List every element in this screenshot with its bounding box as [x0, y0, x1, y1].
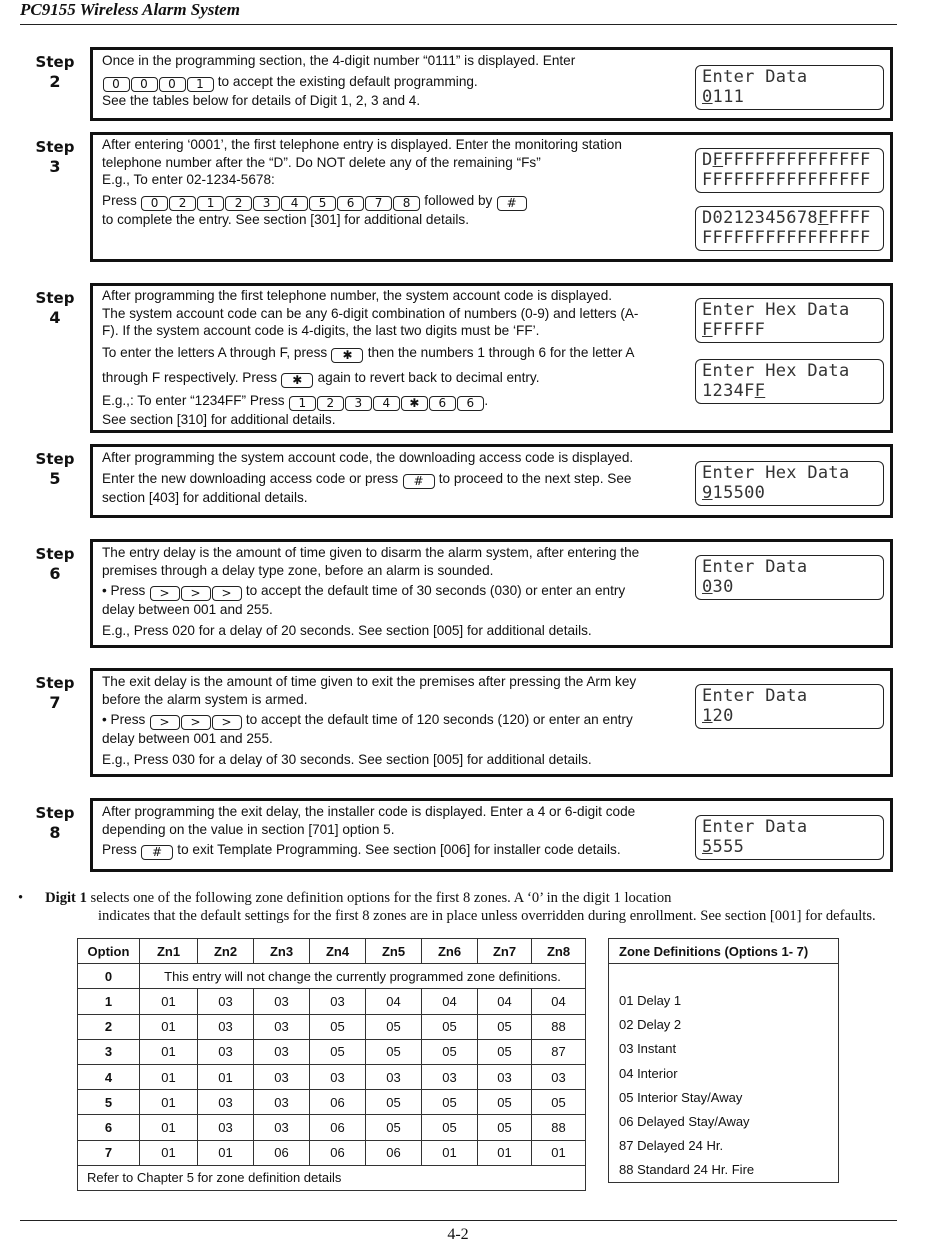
- key-sequence: [149, 583, 242, 598]
- list-item: 88 Standard 24 Hr. Fire: [609, 1158, 839, 1183]
- keypad-key: 3: [345, 396, 372, 411]
- step-text-5: After programming the system account code, the downloading access code is displayed. Enter the new downloading access code or press # to proceed to the next step. See section [403] for additional details.: [102, 450, 634, 505]
- keypad-key: 6: [337, 196, 364, 211]
- keypad-key: 4: [281, 196, 308, 211]
- lcd-display: Enter Hex Data FFFFFF: [695, 298, 884, 343]
- keypad-key: 4: [373, 396, 400, 411]
- table-row: 6 01 03 03 06 05 05 05 88: [78, 1115, 586, 1140]
- step-text-2: Once in the programming section, the 4-digit number “0111” is displayed. Enter 0 0 0 1 to accept the existing default programming. See the tables below for details of Digit 1, 2, 3 and 4.: [102, 53, 576, 108]
- step-text-3: After entering ‘0001’, the first telephone entry is displayed. Enter the monitoring station telephone number after the “D”. Do NOT delete any of the remaining “Fs” E.g., To enter 02-1234-5678: Press 0 2 1 2 3 4 5 6 7 8 followed by # to complete the entry. See section [301] for additional details.: [102, 137, 622, 227]
- keypad-key: 2: [169, 196, 196, 211]
- keypad-key: 6: [457, 396, 484, 411]
- table-header-row: Zone Definitions (Options 1- 7): [609, 939, 839, 964]
- list-item: 03 Instant: [609, 1037, 839, 1061]
- table-row: 0 This entry will not change the currently programmed zone definitions.: [78, 964, 586, 989]
- hash-key: #: [497, 196, 527, 211]
- footer-rule: [20, 1220, 897, 1221]
- list-item: [609, 964, 839, 989]
- keypad-key: >: [212, 586, 242, 601]
- document-title: PC9155 Wireless Alarm System: [20, 0, 240, 19]
- hash-key: #: [403, 474, 435, 489]
- keypad-key: 8: [393, 196, 420, 211]
- star-key: ✱: [281, 373, 313, 388]
- keypad-key: 3: [253, 196, 280, 211]
- step-label-8: Step 8: [35, 804, 75, 842]
- keypad-key: 2: [225, 196, 252, 211]
- digit1-label: Digit 1: [45, 890, 87, 906]
- header-rule: [20, 24, 897, 25]
- step-text-7: The exit delay is the amount of time given to exit the premises after pressing the Arm key before the alarm system is armed. • Press > > > to accept the default time of 120 seconds (120) or enter an entry delay between 001 and 255. E.g., Press 030 for a delay of 30 seconds. See section [005] for additional details.: [102, 674, 637, 767]
- keypad-key: 0: [103, 77, 130, 92]
- table-header-row: Option Zn1 Zn2 Zn3 Zn4 Zn5 Zn6 Zn7 Zn8: [78, 939, 586, 964]
- keypad-key: 1: [289, 396, 316, 411]
- table-row: 3 01 03 03 05 05 05 05 87: [78, 1039, 586, 1064]
- digit1-description: • Digit 1 selects one of the following zone definition options for the first 8 zones. A ‘0’ in the digit 1 location indicates that the default settings for the first 8 zones are in place unless overridden during enrollment. See section [001] for defaults.: [18, 890, 876, 924]
- table-footer-row: Refer to Chapter 5 for zone definition details: [78, 1165, 586, 1190]
- list-item: 05 Interior Stay/Away: [609, 1085, 839, 1109]
- step-text-4: After programming the first telephone number, the system account code is displayed. The system account code can be any 6-digit combination of numbers (0-9) and letters (A- F). If the system account code is 4-digits, the last two digits must be ‘FF’. To enter the letters A through F, press ✱ then the numbers 1 through 6 for the letter A through F respectively. Press ✱ again to revert back to decimal entry. E.g.,: To enter “1234FF” Press 1 2 3 4 ✱ 6 6 . See section [310] for additional details.: [102, 288, 639, 427]
- zone-option-table: [77, 938, 586, 1191]
- list-item: 87 Delayed 24 Hr.: [609, 1134, 839, 1158]
- step-label-2: Step 2: [35, 53, 75, 91]
- keypad-key: 0: [131, 77, 158, 92]
- step-label-4: Step 4: [35, 289, 75, 327]
- keypad-key: 0: [159, 77, 186, 92]
- keypad-key: >: [181, 715, 211, 730]
- step-text-6: The entry delay is the amount of time given to disarm the alarm system, after entering the premises through a delay type zone, before an alarm is sounded. • Press > > > to accept the default time of 30 seconds (030) or enter an entry delay between 001 and 255. E.g., Press 020 for a delay of 20 seconds. See section [005] for additional details.: [102, 545, 640, 638]
- lcd-display: D0212345678FFFFF FFFFFFFFFFFFFFFF: [695, 206, 884, 251]
- keypad-key: 0: [141, 196, 168, 211]
- key-sequence: [141, 193, 421, 208]
- list-item: 02 Delay 2: [609, 1013, 839, 1037]
- zone-definitions-table: [608, 938, 839, 1183]
- keypad-key: 5: [309, 196, 336, 211]
- table-row: 1 01 03 03 03 04 04 04 04: [78, 989, 586, 1014]
- keypad-key: ✱: [401, 396, 428, 411]
- star-key: ✱: [331, 348, 363, 363]
- keypad-key: 2: [317, 396, 344, 411]
- key-sequence: [288, 393, 484, 408]
- page-number: 4-2: [447, 1226, 469, 1243]
- keypad-key: 7: [365, 196, 392, 211]
- keypad-key: >: [150, 586, 180, 601]
- step-label-5: Step 5: [35, 450, 75, 488]
- key-sequence: [149, 712, 242, 727]
- list-item: 06 Delayed Stay/Away: [609, 1109, 839, 1133]
- bullet: •: [18, 890, 24, 906]
- lcd-display: Enter Data 5555: [695, 815, 884, 860]
- keypad-key: 1: [197, 196, 224, 211]
- keypad-key: >: [181, 586, 211, 601]
- list-item: 01 Delay 1: [609, 988, 839, 1012]
- table-row: 5 01 03 03 06 05 05 05 05: [78, 1090, 586, 1115]
- hash-key: #: [141, 845, 173, 860]
- step-text-8: After programming the exit delay, the installer code is displayed. Enter a 4 or 6-digit code depending on the value in section [701] option 5. Press # to exit Template Programming. See section [006] for installer code details.: [102, 804, 636, 859]
- key-sequence: [102, 74, 214, 89]
- step-label-3: Step 3: [35, 138, 75, 176]
- step-label-6: Step 6: [35, 545, 75, 583]
- keypad-key: 1: [187, 77, 214, 92]
- table-row: 2 01 03 03 05 05 05 05 88: [78, 1014, 586, 1039]
- lcd-display: DFFFFFFFFFFFFFFF FFFFFFFFFFFFFFFF: [695, 148, 884, 193]
- lcd-display: Enter Data 0111: [695, 65, 884, 110]
- lcd-display: Enter Data 030: [695, 555, 884, 600]
- lcd-display: Enter Data 120: [695, 684, 884, 729]
- keypad-key: >: [212, 715, 242, 730]
- lcd-display: Enter Hex Data 915500: [695, 461, 884, 506]
- table-row: 7 01 01 06 06 06 01 01 01: [78, 1140, 586, 1165]
- lcd-display: Enter Hex Data 1234FF: [695, 359, 884, 404]
- step-label-7: Step 7: [35, 674, 75, 712]
- table-row: 4 01 01 03 03 03 03 03 03: [78, 1064, 586, 1089]
- keypad-key: 6: [429, 396, 456, 411]
- keypad-key: >: [150, 715, 180, 730]
- list-item: 04 Interior: [609, 1061, 839, 1085]
